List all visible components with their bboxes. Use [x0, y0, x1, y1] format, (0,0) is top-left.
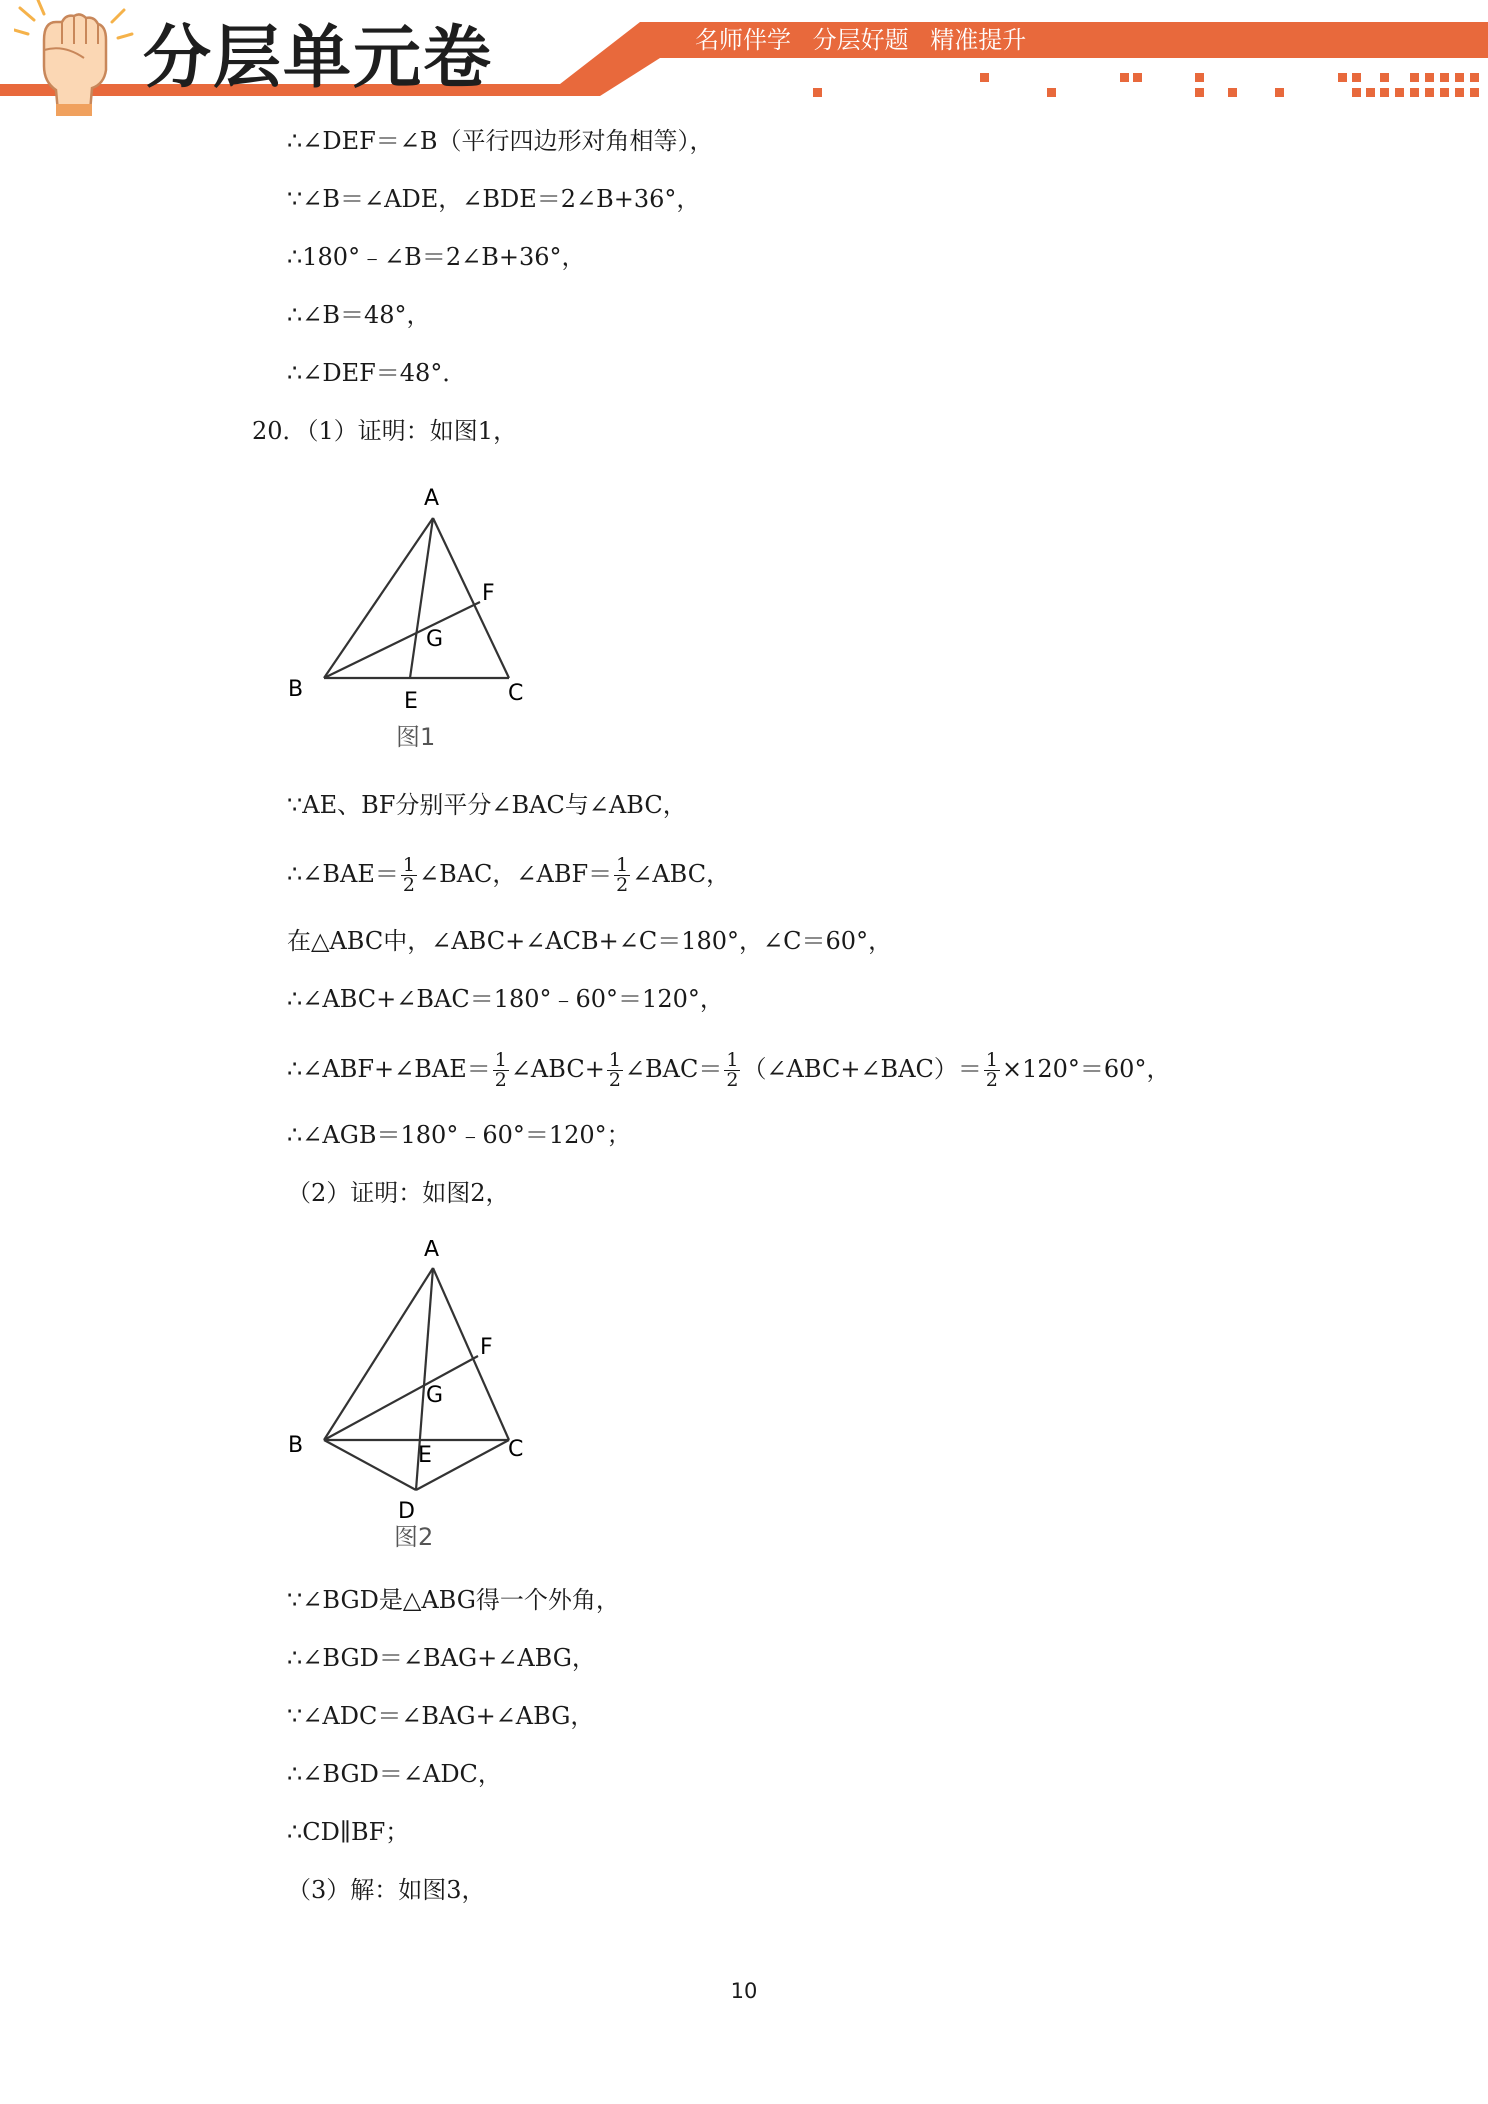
label-f: F: [480, 1335, 493, 1360]
fraction-one-half: $\frac{1}{2}$: [608, 1049, 621, 1091]
segment-ae: [410, 518, 433, 678]
text-line: ∵∠BGD是△ABG得一个外角，: [287, 1586, 620, 1614]
text-line-with-fractions: ∴∠BAE＝ $\frac{1}{2}$ ∠BAC，∠ABF＝ $\frac{1}{2}$ ∠ABC，: [287, 854, 731, 896]
segment-ab: [324, 1268, 433, 1440]
part-2-heading: （2）证明：如图2，: [287, 1179, 510, 1207]
header-title: 分层单元卷: [143, 19, 494, 98]
raised-fist-icon: [14, 0, 134, 120]
label-c: C: [508, 1437, 524, 1462]
fraction-one-half: $\frac{1}{2}$: [726, 1049, 739, 1091]
text-line: ∴∠DEF＝48°．: [287, 359, 467, 387]
segment-ab: [324, 518, 433, 678]
header-slogan: 名师伴学 分层好题 精准提升: [695, 26, 1027, 54]
label-g: G: [426, 627, 444, 652]
question-20-heading: 20．（1）证明：如图1，: [252, 417, 518, 445]
figure-1-caption: 图1: [396, 723, 436, 751]
figure-1: [280, 480, 560, 760]
fraction-one-half: $\frac{1}{2}$: [402, 854, 415, 896]
fraction-one-half: $\frac{1}{2}$: [616, 854, 629, 896]
text-line: 在△ABC中，∠ABC+∠ACB+∠C＝180°，∠C＝60°，: [287, 927, 893, 955]
text-line: ∴∠B＝48°，: [287, 301, 431, 329]
text-line: ∴∠AGB＝180°﹣60°＝120°；: [287, 1121, 631, 1149]
text-line: ∵∠B＝∠ADE，∠BDE＝2∠B+36°，: [287, 185, 701, 213]
label-a: A: [424, 486, 440, 511]
text-line: ∴∠BGD＝∠ADC，: [287, 1760, 502, 1788]
text-line-with-fractions: ∴∠ABF+∠BAE＝ $\frac{1}{2}$ ∠ABC+ $\frac{1}{2}$ ∠BAC＝ $\frac{1}{2}$ （∠ABC+∠BAC）＝ $\frac{1}{2}$ ×120°＝60°，: [287, 1049, 1171, 1091]
figure-2: [280, 1240, 560, 1560]
fraction-one-half: $\frac{1}{2}$: [985, 1049, 998, 1091]
part-3-heading: （3）解：如图3，: [287, 1876, 486, 1904]
segment-bd: [324, 1440, 416, 1490]
label-g: G: [426, 1383, 444, 1408]
fraction-one-half: $\frac{1}{2}$: [494, 1049, 507, 1091]
segment-bf: [324, 1356, 478, 1440]
label-b: B: [288, 677, 304, 702]
label-c: C: [508, 681, 524, 706]
label-f: F: [482, 581, 495, 606]
segment-ac: [433, 1268, 509, 1440]
label-e: E: [418, 1443, 432, 1468]
page-number: 10: [730, 1979, 758, 2003]
text-line: ∵AE、BF分别平分∠BAC与∠ABC，: [287, 791, 687, 819]
text-line: ∴∠DEF＝∠B（平行四边形对角相等），: [287, 127, 714, 155]
label-d: D: [398, 1499, 415, 1524]
segment-bf: [324, 602, 480, 678]
page-header: [0, 0, 1488, 125]
figure-2-caption: 图2: [394, 1523, 434, 1551]
label-b: B: [288, 1433, 304, 1458]
text-line: ∴CD∥BF；: [287, 1818, 410, 1846]
text-line: ∴∠ABC+∠BAC＝180°﹣60°＝120°，: [287, 985, 724, 1013]
text-line: ∴∠BGD＝∠BAG+∠ABG，: [287, 1644, 596, 1672]
text-line: ∴180°﹣∠B＝2∠B+36°，: [287, 243, 586, 271]
label-e: E: [404, 689, 418, 714]
label-a: A: [424, 1240, 440, 1262]
segment-ac: [433, 518, 509, 678]
text-line: ∵∠ADC＝∠BAG+∠ABG，: [287, 1702, 595, 1730]
